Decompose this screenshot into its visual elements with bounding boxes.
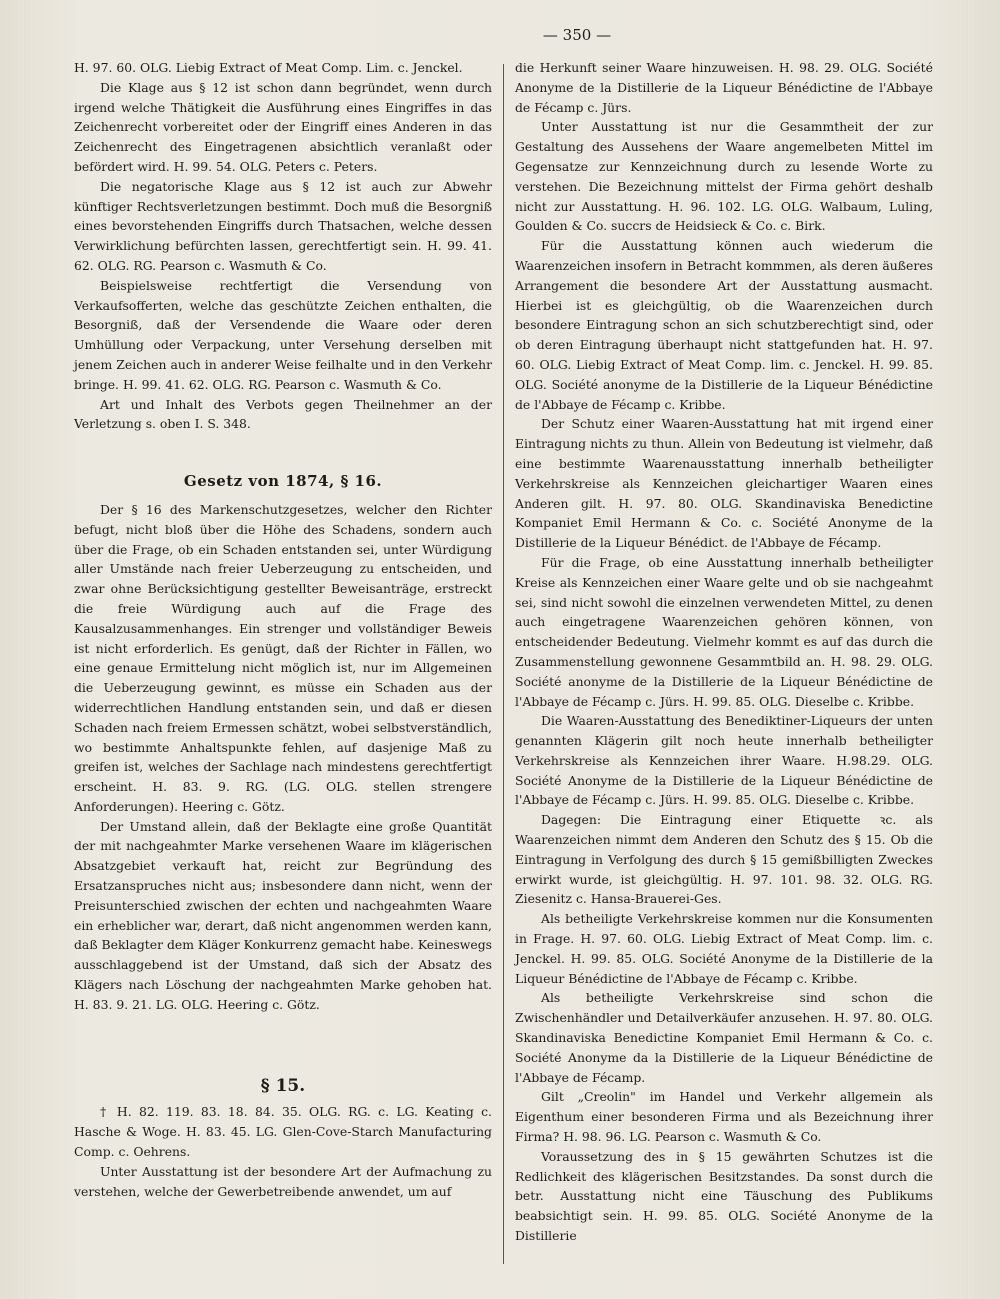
paragraph: Der Umstand allein, daß der Beklagte eine große Quantität der mit nachgeahmter Marke versehenen Waare im klägerischen Absatzgebiet verkauft hat, reicht zur Begründung des Ersatzanspruches nicht aus; insbesondere dann nicht, wenn der Preisunterschied zwischen der echten und nachgeahmten Waare ein erheblicher war, derart, daß nicht angenommen werden kann, daß Beklagter dem Kläger Konkurrenz gemacht habe. Keineswegs ausschlaggebend ist der Umstand, daß sich der Absatz des Klägers nach Löschung der nachgeahmten Marke gehoben hat. H. 83. 9. 21. LG. OLG. Heering c. Götz.	[74, 818, 492, 1012]
paragraph: † H. 82. 119. 83. 18. 84. 35. OLG. RG. c. LG. Keating c. Hasche & Woge. H. 83. 45. LG. Glen-Cove-Starch Manufacturing Comp. c. Oehrens.	[74, 1104, 492, 1160]
section-heading-gesetz-1874: Gesetz von 1874, § 16.	[183, 472, 383, 491]
paragraph: Die negatorische Klage aus § 12 ist auch zur Abwehr künftiger Rechtsverletzungen bestimmt. Doch muß die Besorgniß eines bevorstehenden Eingriffs durch Thatsachen, welche dessen Verwirklichung befürchten lassen, gerechtfertigt sein. H. 99. 41. 62. OLG. RG. Pearson c. Wasmuth & Co.	[74, 178, 492, 273]
paragraph: Unter Ausstattung ist nur die Gesammtheit der zur Gestaltung des Aussehens der Waare angemelbeten Mittel im Gegensatze zur Kennzeichnung durch zu lesende Worte zu verstehen. Die Bezeichnung mittelst der Firma gehört deshalb nicht zur Ausstattung. H. 96. 102. LG. OLG. Walbaum, Luling, Goulden & Co. succrs de Heidsieck & Co. c. Birk.	[515, 119, 933, 234]
paragraph: Als betheiligte Verkehrskreise kommen nur die Konsumenten in Frage. H. 97. 60. OLG. Liebig Extract of Meat Comp. lim. c. Jenckel. H. 99. 85. OLG. Société Anonyme de la Distillerie de la Liqueur Bénédictine de l'Abbaye de Fécamp c. Kribbe.	[515, 911, 933, 986]
paragraph: Als betheiligte Verkehrskreise sind schon die Zwischenhändler und Detailverkäufer anzusehen. H. 97. 80. OLG. Skandinaviska Benedictine Kompaniet Emil Hermann & Co. c. Société Anonyme da la Distillerie de la Liqueur Bénédictine de l'Abbaye de Fécamp.	[515, 990, 933, 1085]
page-number: — 350 —	[542, 26, 612, 44]
left-column	[74, 58, 492, 1201]
two-column-body	[74, 58, 960, 1264]
paragraph: Der Schutz einer Waaren-Ausstattung hat mit irgend einer Eintragung nichts zu thun. Allein von Bedeutung ist vielmehr, daß eine bestimmte Waarenausstattung innerhalb betheiligter Verkehrskreise als Kennzeichen gleichartiger Waaren eines Anderen gilt. H. 97. 80. OLG. Skandinaviska Benedictine Kompaniet Emil Hermann & Co. c. Société Anonyme de la Distillerie de la Liqueur Bénédict. de l'Abbaye de Fécamp.	[515, 416, 933, 551]
paragraph: Der § 16 des Markenschutzgesetzes, welcher den Richter befugt, nicht bloß über die Höhe des Schadens, sondern auch über die Frage, ob ein Schaden entstanden sei, unter Würdigung aller Umstände nach freier Ueberzeugung zu entscheiden, und zwar ohne Berücksichtigung gestellter Beweisanträge, erstreckt die freie Würdigung auch auf die Frage des Kausalzusammenhanges. Ein strenger und vollständiger Beweis ist nicht erforderlich. Es genügt, daß der Richter in Fällen, wo eine genaue Ermittelung nicht möglich ist, nur im Allgemeinen die Ueberzeugung gewinnt, es müsse ein Schaden aus der widerrechtlichen Handlung entstanden sein, und daß er diesen Schaden nach freiem Ermessen schätzt, wobei selbstverständlich, wo bestimmte Anhaltspunkte fehlen, auf dasjenige Maß zu greifen ist, welches der Sachlage nach mindestens gerechtfertigt erscheint. H. 83. 9. RG. (LG. OLG. stellen strengere Anforderungen). Heering c. Götz.	[74, 501, 492, 814]
paragraph: Unter Ausstattung ist der besondere Art der Aufmachung zu verstehen, welche der Gewerbetreibende anwendet, um auf	[74, 1163, 492, 1199]
paragraph: Voraussetzung des in § 15 gewährten Schutzes ist die Redlichkeit des klägerischen Besitzstandes. Da sonst durch die betr. Ausstattung nicht eine Täuschung des Publikums beabsichtigt sein. H. 99. 85. OLG. Société Anonyme de la Distillerie	[515, 1148, 933, 1244]
paragraph: Dagegen: Die Eintragung einer Etiquette ꝛc. als Waarenzeichen nimmt dem Anderen den Schutz des § 15. Ob die Eintragung in Verfolgung des durch § 15 gemißbilligten Zweckes erwirkt wurde, ist gleichgültig. H. 97. 101. 98. 32. OLG. RG. Ziesenitz c. Hansa-Brauerei-Ges.	[515, 812, 933, 907]
paragraph: Beispielsweise rechtfertigt die Versendung von Verkaufsofferten, welche das geschützte Zeichen enthalten, die Besorgniß, daß der Versendende die Waare oder deren Umhüllung oder Verpackung, unter Versehung derselben mit jenem Zeichen auch in anderer Weise feilhalte und in den Verkehr bringe. H. 99. 41. 62. OLG. RG. Pearson c. Wasmuth & Co.	[74, 277, 492, 392]
paragraph: Für die Frage, ob eine Ausstattung innerhalb betheiligter Kreise als Kennzeichen einer Waare gelte und ob sie nachgeahmt sei, sind nicht sowohl die einzelnen verwendeten Mittel, zu denen auch eingetragene Waarenzeichen gehören können, von entscheidender Bedeutung. Vielmehr kommt es auf das durch die Zusammenstellung gewonnene Gesammtbild an. H. 98. 29. OLG. Société anonyme de la Distillerie de la Liqueur Bénédictine de l'Abbaye de Fécamp c. Jürs. H. 99. 85. OLG. Dieselbe c. Kribbe.	[515, 554, 933, 709]
column-divider	[503, 64, 504, 1264]
section-heading-paragraph-15: § 15.	[260, 1075, 306, 1096]
paragraph: Gilt „Creolin" im Handel und Verkehr allgemein als Eigenthum einer besonderen Firma und als Bezeichnung ihrer Firma? H. 98. 96. LG. Pearson c. Wasmuth & Co.	[515, 1089, 933, 1145]
paragraph: Art und Inhalt des Verbots gegen Theilnehmer an der Verletzung s. oben I. S. 348.	[74, 396, 492, 432]
paragraph: Die Waaren-Ausstattung des Benediktiner-Liqueurs der unten genannten Klägerin gilt noch heute innerhalb betheiligter Verkehrskreise als Kennzeichen ihrer Waare. H.98.29. OLG. Société Anonyme de la Distillerie de la Liqueur Bénédictine de l'Abbaye de Fécamp c. Jürs. H. 99. 85. OLG. Dieselbe c. Kribbe.	[515, 713, 933, 808]
paragraph: Die Klage aus § 12 ist schon dann begründet, wenn durch irgend welche Thätigkeit die Ausführung eines Eingriffes in das Zeichenrecht vorbereitet oder der Eingriff eines Anderen in das Zeichenrecht des Eingetragenen absichtlich veranlaßt oder befördert wird. H. 99. 54. OLG. Peters c. Peters.	[74, 79, 492, 174]
paragraph: Für die Ausstattung können auch wiederum die Waarenzeichen insofern in Betracht kommmen, als deren äußeres Arrangement die besondere Art der Ausstattung ausmacht. Hierbei ist es gleichgültig, ob die Waarenzeichen durch besondere Eintragung schon an sich schutzberechtigt sind, oder ob deren Eintragung überhaupt nicht stattgefunden hat. H. 97. 60. OLG. Liebig Extract of Meat Comp. lim. c. Jenckel. H. 99. 85. OLG. Société anonyme de la Distillerie de la Liqueur Bénédictine de l'Abbaye de Fécamp c. Kribbe.	[515, 238, 933, 412]
paragraph: H. 97. 60. OLG. Liebig Extract of Meat Comp. Lim. c. Jenckel.	[74, 60, 463, 75]
paragraph: die Herkunft seiner Waare hinzuweisen. H. 98. 29. OLG. Société Anonyme de la Distillerie de la Liqueur Bénédictine de l'Abbaye de Fécamp c. Jürs.	[515, 60, 933, 115]
right-column	[515, 58, 933, 1246]
